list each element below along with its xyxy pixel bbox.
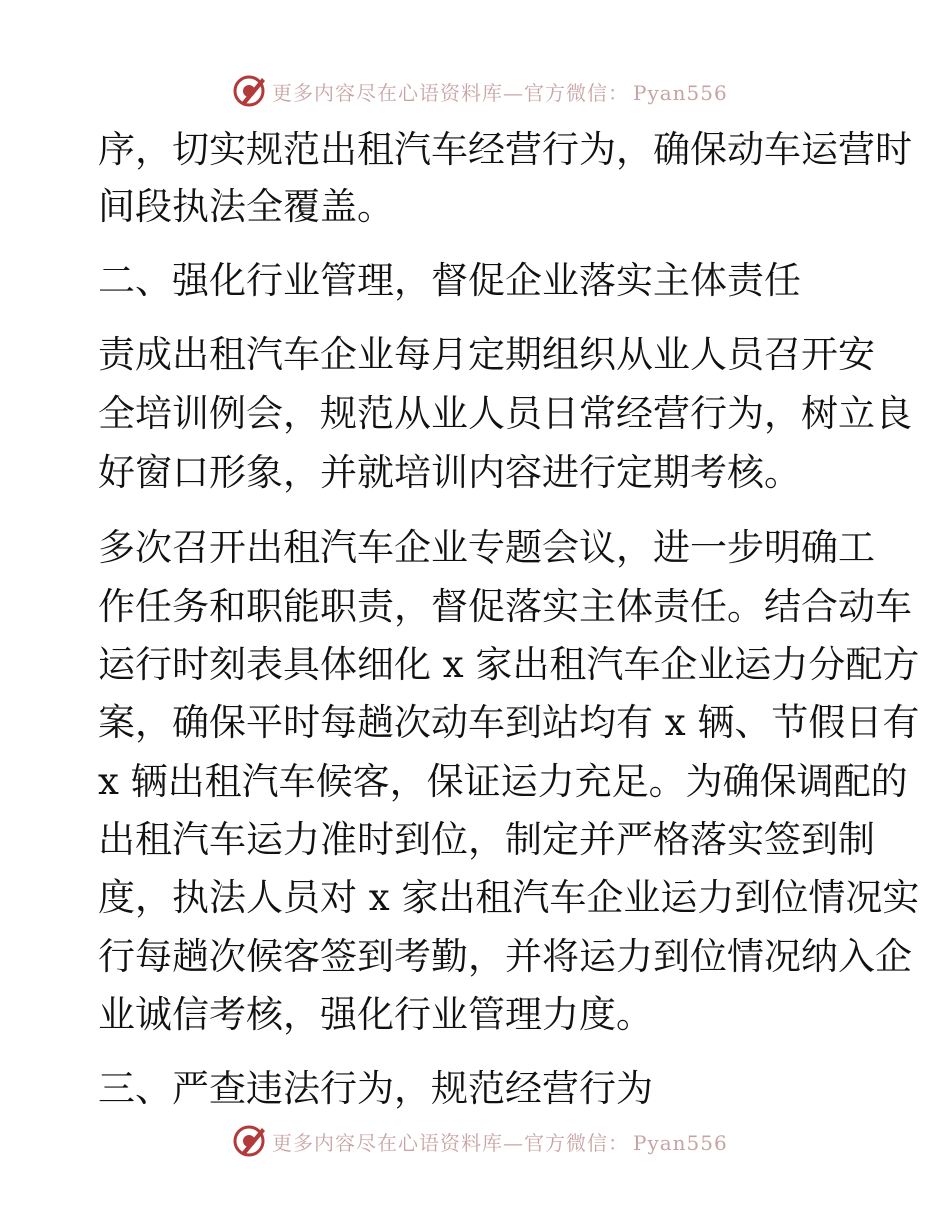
text-line: 度，执法人员对 x 家出租汽车企业运力到位情况实	[98, 876, 920, 919]
text-line: 出租汽车运力准时到位，制定并严格落实签到制	[98, 818, 875, 861]
text-line: 好窗口形象，并就培训内容进行定期考核。	[98, 451, 801, 494]
text-line: 作任务和职能职责，督促落实主体责任。结合动车	[98, 585, 912, 628]
text-line: 案，确保平时每趟次动车到站均有 x 辆、节假日有	[98, 701, 920, 744]
text-line: 责成出租汽车企业每月定期组织从业人员召开安	[98, 333, 875, 376]
text-line: 运行时刻表具体细化 x 家出租汽车企业运力分配方	[98, 643, 920, 686]
text-line: 序，切实规范出租汽车经营行为，确保动车运营时	[98, 128, 912, 171]
text-line: 多次召开出租汽车企业专题会议，进一步明确工	[98, 526, 875, 569]
text-line: x 辆出租汽车候客，保证运力充足。为确保调配的	[98, 760, 908, 803]
pen-logo-icon	[232, 1122, 268, 1158]
text-line: 全培训例会，规范从业人员日常经营行为，树立良	[98, 392, 912, 435]
section-heading: 二、强化行业管理，督促企业落实主体责任	[98, 259, 801, 302]
watermark-text: 更多内容尽在心语资料库—官方微信： Pyan556	[272, 81, 728, 105]
footer-watermark	[0, 1122, 950, 1158]
text-line: 间段执法全覆盖。	[98, 185, 394, 228]
text-line: 行每趟次候客签到考勤，并将运力到位情况纳入企	[98, 935, 912, 978]
header-watermark	[0, 72, 950, 108]
text-line: 业诚信考核，强化行业管理力度。	[98, 993, 653, 1036]
watermark-text: 更多内容尽在心语资料库—官方微信： Pyan556	[272, 1131, 728, 1155]
section-heading: 三、严查违法行为，规范经营行为	[98, 1067, 653, 1110]
pen-logo-icon	[232, 72, 268, 108]
